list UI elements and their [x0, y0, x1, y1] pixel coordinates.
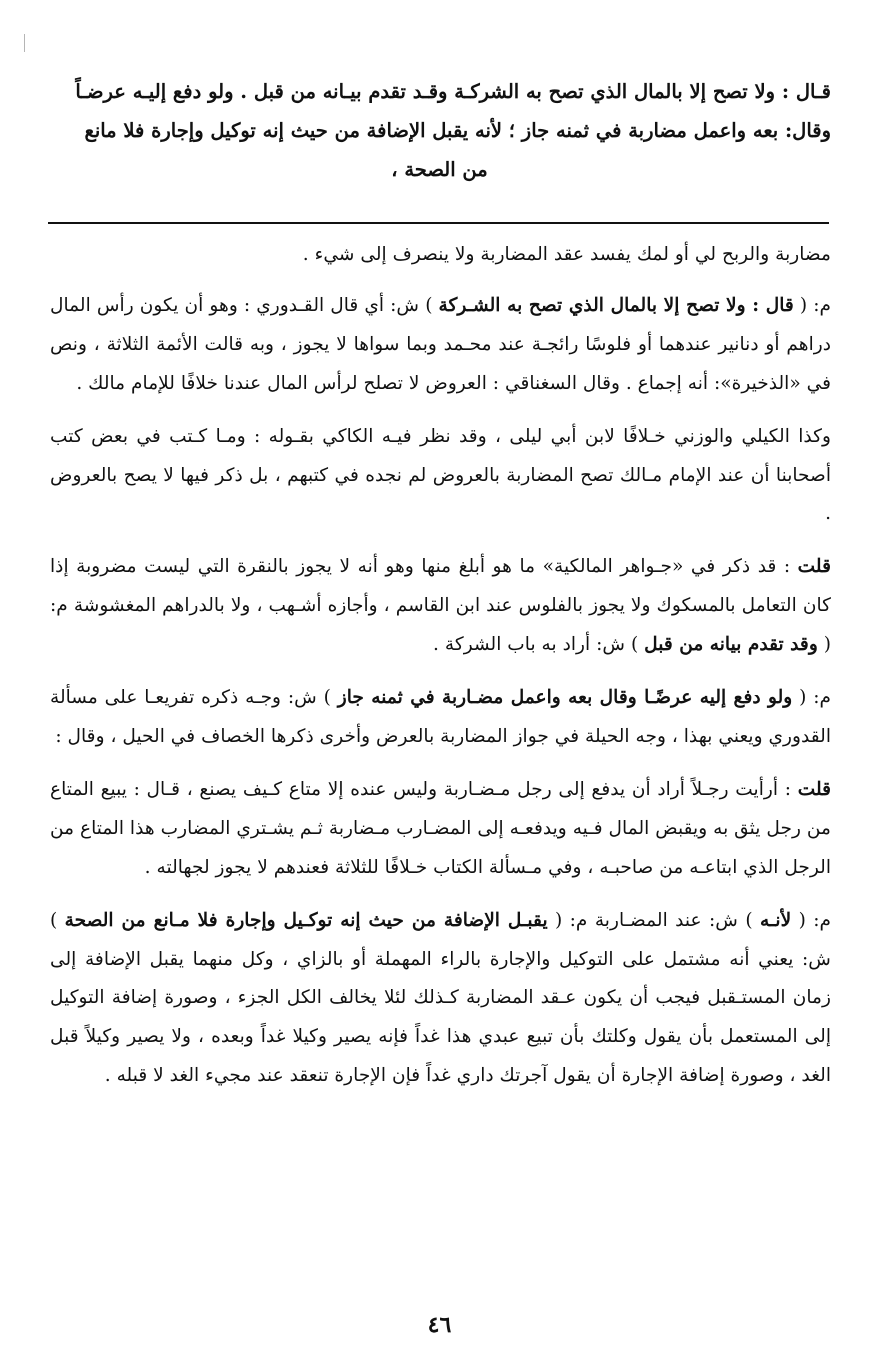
paragraph-text: مضاربة والربح لي أو لمك يفسد عقد المضاربة ولا ينصرف إلى شيء .: [302, 244, 831, 265]
marker-text: م: (: [799, 294, 831, 316]
commentary-text-block: [50, 236, 831, 1110]
commentary-paragraph: [50, 287, 831, 404]
quoted-matn: وقد تقدم بيانه من قبل: [644, 634, 818, 656]
marker-text: م: (: [799, 687, 831, 709]
paragraph-text: : أرأيت رجـلاً أراد أن يدفع إلى رجل مـضـاربة وليس عنده إلا متاع كـيف يصنع ، قـال : يبيع المتاع من رجل يثق به ويقبض المال فـيه ويدفعـه إلى المضـارب مـضاربة ثـم يشـتري المضارب هذا المتاع من الرجل الذي ابتاعـه من صاحبـه ، وفي مـسألة الكتاب خـلافًا للثلاثة فعندهم لا يجوز لجهالته .: [50, 778, 831, 878]
paragraph-text: ) ش: أي قال القـدوري : وهو أن يكون رأس المال دراهم أو دنانير عندهما أو فلوسًا رائجـة عند محـمد وبما سواها لا يجوز ، وبه قالت الأئمة الثلاثة ، ونص في «الذخيرة»: أنه إجماع . وقال السغناقي : العروض لا تصلح لرأس المال عندنا خلافًا للإمام مالك .: [50, 294, 831, 394]
matn-text-block: [48, 72, 831, 189]
quoted-matn: يقبـل الإضافة من حيث إنه توكـيل وإجارة فلا مـانع من الصحة: [64, 909, 548, 931]
commentary-paragraph: [50, 902, 831, 1097]
matn-line: وقال: بعه واعمل مضاربة في ثمنه جاز ؛ لأنه يقبل الإضافة من حيث إنه توكيل وإجارة فلا مانع: [84, 119, 831, 142]
qultu-label: قلت: [797, 778, 831, 800]
commentary-paragraph: [50, 679, 831, 757]
commentary-paragraph: [50, 548, 831, 665]
commentary-paragraph: [50, 236, 831, 275]
qultu-label: قلت: [797, 556, 831, 578]
paragraph-text: ) ش: وجـه ذكره تفريعـا على مسألة القدوري ويعني بهذا ، وجه الحيلة في جواز المضاربة بالعرض وأخرى ذكرها الخصاف في الحيل ، وقال :: [50, 687, 831, 747]
quoted-matn: ولو دفع إليه عرضًـا وقال بعه واعمل مضـاربة في ثمنه جاز: [337, 687, 793, 709]
scan-edge-mark: [24, 34, 25, 52]
paragraph-text: وكذا الكيلي والوزني خـلافًا لابن أبي ليلى ، وقد نظر فيـه الكاكي بقـوله : ومـا كـتب في بعض كتب أصحابنا أن عند الإمام مـالك تصح المضاربة بالعروض لم نجده في كتبهم ، بل ذكر فيها لا يصح بالعروض .: [50, 425, 831, 525]
page-number: ٤٦: [427, 1312, 452, 1338]
marker-text: م: (: [798, 909, 831, 931]
paragraph-text: ) ش: يعني أنه مشتمل على التوكيل والإجارة بالراء المهملة أو بالزاي ، وكل منهما يقبل الإضافة إلى زمان المستـقبل فيجب أن يكون عـقد المضاربة كـذلك لئلا يخالف الكل الجزء ، وصورة إضافة التوكيل إلى المستعمل بأن يقول وكلتك بأن تبيع عبدي هذا غداً فإنه يصير وكيلا غداً وبعده ، ولا يصير وكيلاً قبل الغد ، وصورة إضافة الإجارة أن يقول آجرتك داري غداً فإن الإجارة تنعقد عند مجيء الغد لا قبله .: [50, 909, 831, 1087]
matn-line: قـال : ولا تصح إلا بالمال الذي تصح به الشركـة وقـد تقدم بيـانه من قبل . ولو دفع إليـه عرضـاً: [75, 80, 831, 103]
paragraph-text: ) ش: أراد به باب الشركة .: [433, 634, 639, 656]
section-divider: [48, 222, 829, 224]
quoted-matn: لأنـه: [759, 909, 792, 931]
quoted-matn: قال : ولا تصح إلا بالمال الذي تصح به الشـركة: [438, 294, 794, 316]
marker-text: ) ش: عند المضـاربة م: (: [555, 909, 753, 931]
matn-line: من الصحة ،: [391, 158, 488, 181]
commentary-paragraph: [50, 418, 831, 535]
paragraph-text: : قد ذكر في «جـواهر المالكية» ما هو أبلغ منها وهو أنه لا يجوز بالنقرة التي ليست مضروبة إذا كان التعامل بالمسكوك ولا يجوز بالفلوس عند ابن القاسم ، وأجازه أشـهب ، ولا بالدراهم المغشوشة م: (: [50, 556, 831, 656]
commentary-paragraph: [50, 771, 831, 888]
